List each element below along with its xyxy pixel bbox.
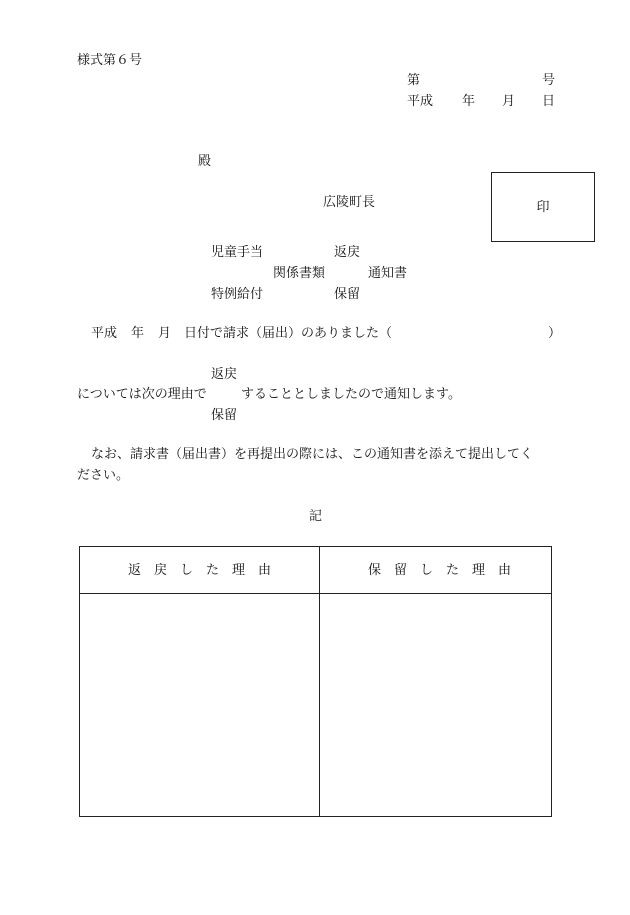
title-middle: 関係書類 xyxy=(273,266,326,281)
seal-box xyxy=(491,172,595,242)
issuer-name: 広陵町長 xyxy=(323,195,376,210)
reason-table xyxy=(79,546,552,817)
note-line-2: ださい。 xyxy=(77,468,130,483)
ki-heading: 記 xyxy=(309,509,323,524)
reason-action-2: 保留 xyxy=(211,408,238,423)
held-reason-header-label: 保 留 し た 理 由 xyxy=(367,562,511,578)
doc-number-prefix: 第 xyxy=(407,73,421,88)
returned-reason-header-label: 返 戻 し た 理 由 xyxy=(127,562,271,578)
date-day: 日 xyxy=(542,94,556,109)
doc-number-suffix: 号 xyxy=(542,73,556,88)
seal-label: 印 xyxy=(536,199,550,215)
note-line-1: なお、請求書（届出書）を再提出の際には、この通知書を添えて提出してく xyxy=(91,447,534,462)
returned-reason-cell[interactable] xyxy=(80,594,319,816)
title-subject-1: 児童手当 xyxy=(211,245,264,260)
title-doc-type: 通知書 xyxy=(368,266,408,281)
held-reason-cell[interactable] xyxy=(320,594,559,816)
reason-text-2: することとしましたので通知します。 xyxy=(241,387,461,402)
request-day-text: 日付で請求（届出）のありました（ xyxy=(184,326,393,341)
date-month: 月 xyxy=(502,94,516,109)
date-era: 平成 xyxy=(407,94,434,109)
held-reason-header xyxy=(320,547,559,593)
reason-action-1: 返戻 xyxy=(211,367,238,382)
request-close-paren: ） xyxy=(548,326,562,341)
title-action-2: 保留 xyxy=(334,287,361,302)
request-year: 年 xyxy=(131,326,145,341)
title-subject-2: 特例給付 xyxy=(211,287,264,302)
reason-text-1: については次の理由で xyxy=(77,387,207,402)
request-month: 月 xyxy=(158,326,172,341)
returned-reason-header xyxy=(80,547,319,593)
date-year: 年 xyxy=(462,94,476,109)
addressee-suffix: 殿 xyxy=(198,154,212,169)
form-number: 様式第６号 xyxy=(77,53,143,68)
title-action-1: 返戻 xyxy=(334,245,361,260)
request-era: 平成 xyxy=(91,326,118,341)
